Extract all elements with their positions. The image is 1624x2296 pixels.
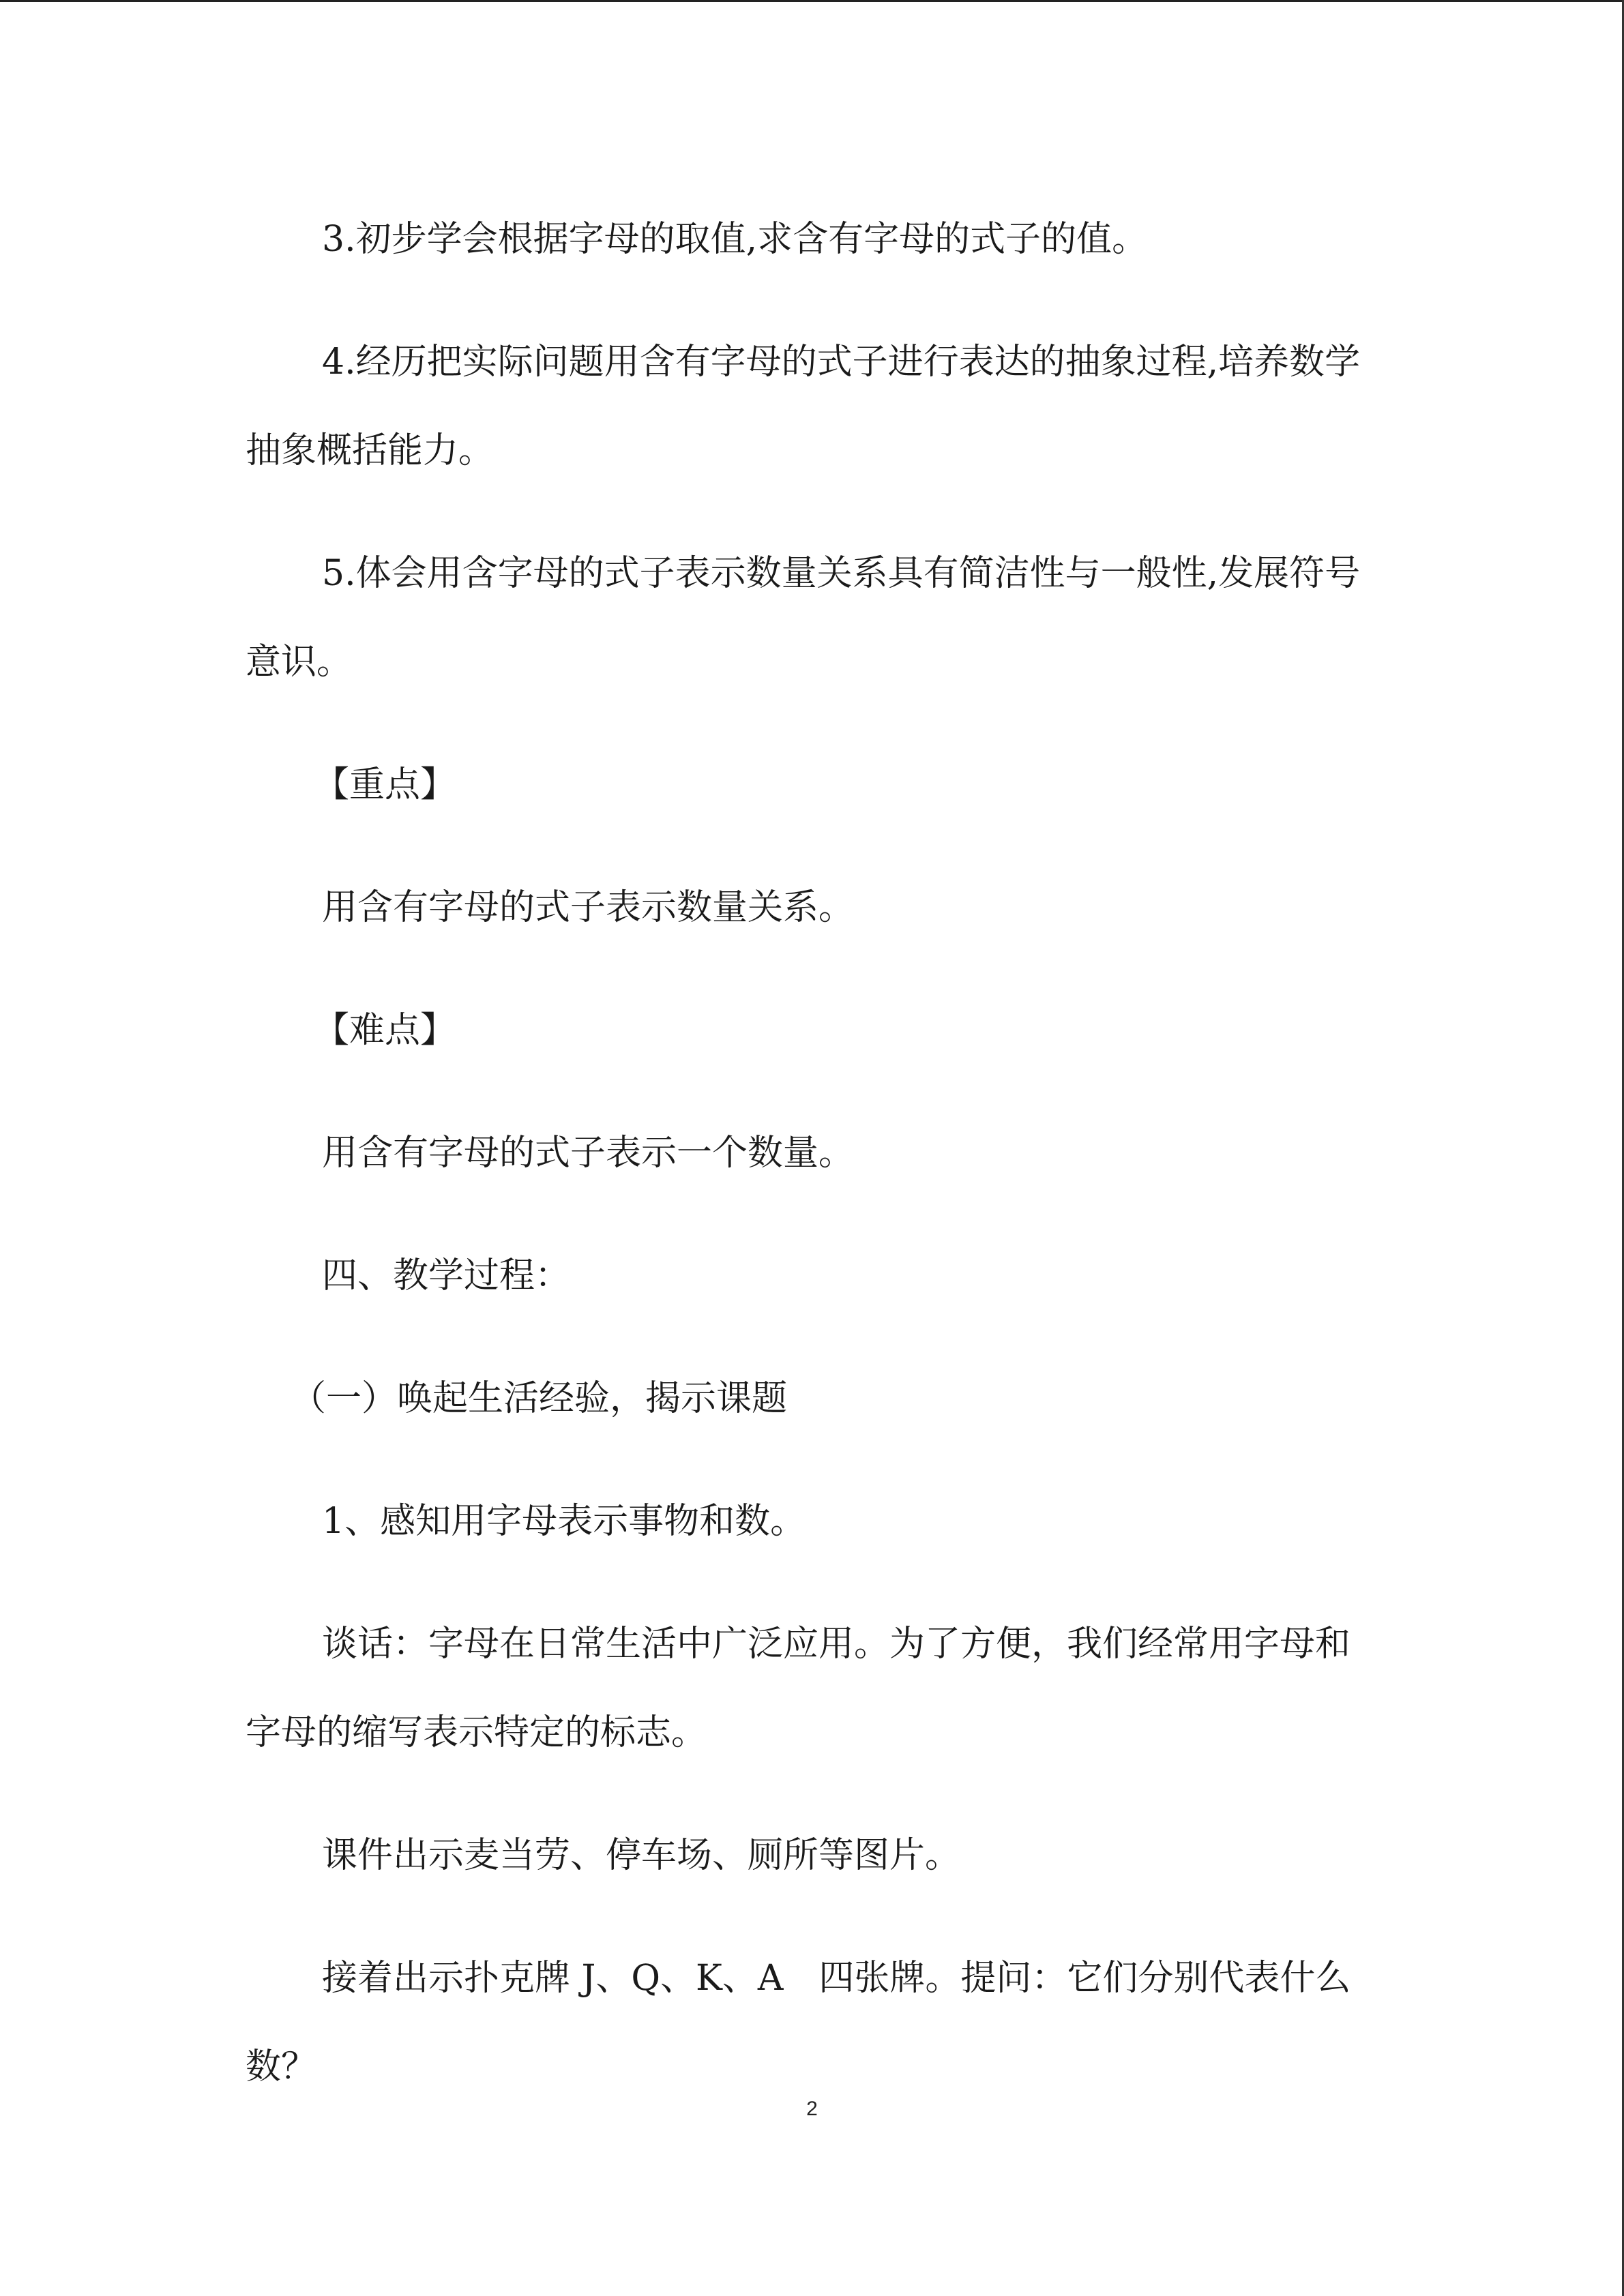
objective-4: 4.经历把实际问题用含有字母的式子进行表达的抽象过程,培养数学抽象概括能力。 bbox=[246, 342, 1361, 471]
poker-paragraph: 接着出示扑克牌 J、Q、K、A 四张牌。提问：它们分别代表什么数？ bbox=[246, 1958, 1351, 2087]
top-border bbox=[0, 0, 1624, 2]
difficulty-text: 用含有字母的式子表示一个数量。 bbox=[322, 1133, 855, 1174]
objective-5: 5.体会用含字母的式子表示数量关系具有简洁性与一般性,发展符号意识。 bbox=[246, 553, 1361, 683]
page-number: 2 bbox=[806, 2098, 818, 2120]
key-point-text: 用含有字母的式子表示数量关系。 bbox=[322, 887, 855, 928]
difficulty-heading: 【难点】 bbox=[314, 1010, 456, 1051]
objective-3: 3.初步学会根据字母的取值,求含有字母的式子的值。 bbox=[322, 219, 1148, 260]
courseware-paragraph: 课件出示麦当劳、停车场、厕所等图片。 bbox=[322, 1835, 961, 1876]
subsection-heading-1: （一）唤起生活经验，揭示课题 bbox=[291, 1378, 788, 1419]
step-1: 1、感知用字母表示事物和数。 bbox=[322, 1501, 806, 1542]
key-point-heading: 【重点】 bbox=[314, 764, 456, 805]
section-heading-process: 四、教学过程： bbox=[322, 1255, 571, 1296]
talk-paragraph: 谈话：字母在日常生活中广泛应用。为了方便，我们经常用字母和字母的缩写表示特定的标志。 bbox=[246, 1624, 1351, 1753]
document-body bbox=[246, 195, 1378, 2145]
